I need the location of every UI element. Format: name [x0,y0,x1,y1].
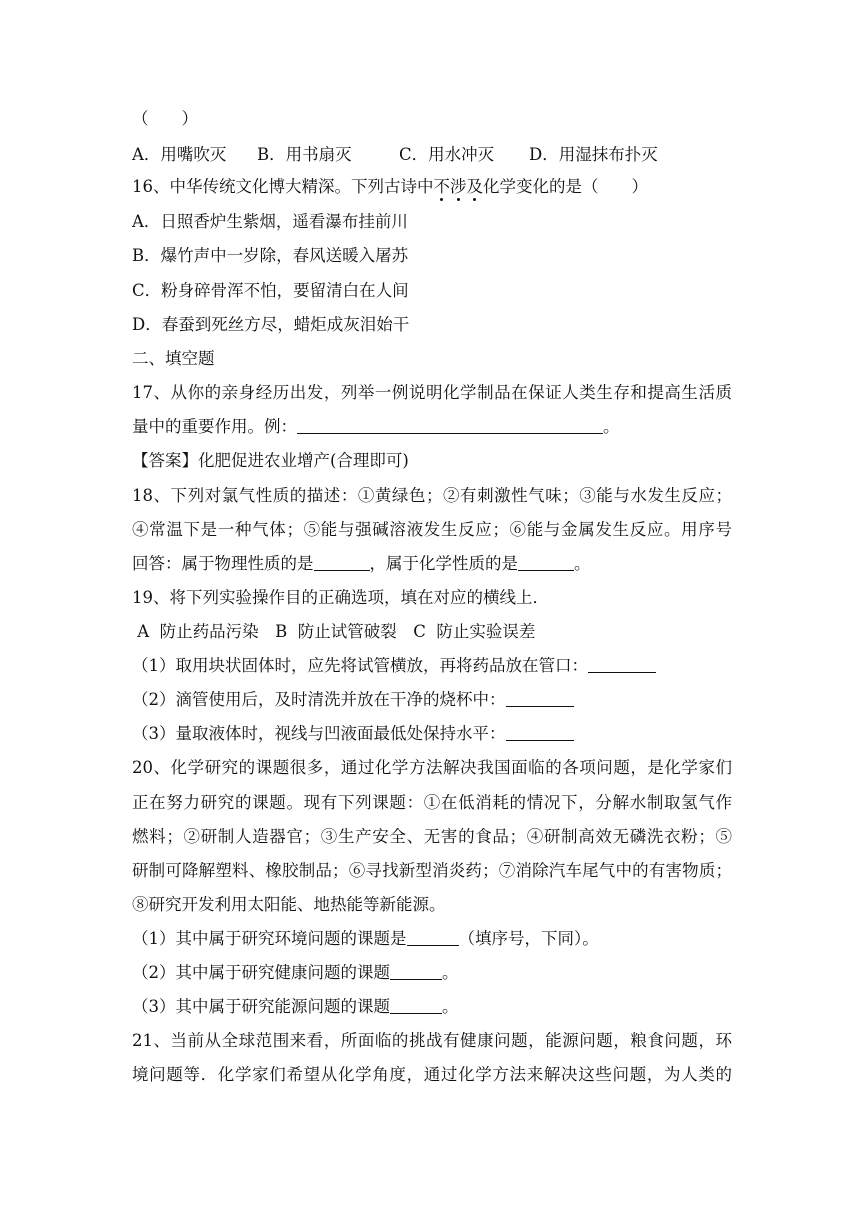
q19-sub-3 [132,723,732,745]
q20-line-3: 燃料；②研制人造器官；③生产安全、无害的食品；④研制高效无磷洗衣粉；⑤ [132,827,732,846]
q20-sub-1 [132,928,732,950]
q20-sub-3 [132,996,732,1018]
q18-line-2: ④常温下是一种气体；⑤能与强碱溶液发生反应；⑥能与金属发生反应。用序号 [132,520,732,539]
emphasis-char: 不 [433,177,450,196]
answer-blank [588,656,656,673]
q19-stem: 19、将下列实验操作目的正确选项，填在对应的横线上． [132,588,549,607]
q20-line-4: 研制可降解塑料、橡胶制品；⑥寻找新型消炎药；⑦消除汽车尾气中的有害物质； [132,861,732,880]
q18-text-b: ，属于化学性质的是 [369,554,518,573]
q17-text: 量中的重要作用。例： [132,417,297,436]
answer-17: 【答案】化肥促进农业增产(合理即可) [132,451,409,470]
q16-stem [132,176,732,198]
q18-text-a: 回答：属于物理性质的是 [132,554,314,573]
q18-line-1: 18、下列对氯气性质的描述：①黄绿色；②有刺激性气味；③能与水发生反应； [132,486,732,505]
q16-option-b: B．爆竹声中一岁除，春风送暖入屠苏 [132,246,409,265]
answer-bracket: （ ） [132,109,198,128]
q19-sub-3-text: （3）量取液体时，视线与凹液面最低处保持水平： [132,724,506,743]
q20-line-5: ⑧研究开发利用太阳能、地热能等新能源。 [132,895,446,914]
q15-option-a: A．用嘴吹灭 [132,145,227,164]
q19-sub-1 [132,655,732,677]
answer-blank [314,554,370,571]
emphasis-char: 涉 [450,177,467,196]
q17-line-1: 17、从你的亲身经历出发，列举一例说明化学制品在保证人类生存和提高生活质 [132,383,732,402]
q20-line-1: 20、化学研究的课题很多，通过化学方法解决我国面临的各项问题，是化学家们 [132,758,732,777]
answer-blank [390,963,442,980]
answer-blank [506,724,574,741]
q20-sub-1-note: （填序号，下同）。 [458,929,599,948]
q20-sub-2-text: （2）其中属于研究健康问题的课题 [132,963,390,982]
answer-blank [407,929,459,946]
q19-options: A 防止药品污染 B 防止试管破裂 C 防止实验误差 [132,622,536,641]
q19-sub-2-text: （2）滴管使用后，及时清洗并放在干净的烧杯中： [132,690,506,709]
q20-sub-2 [132,962,732,984]
q17-end: 。 [603,417,620,436]
q20-sub-1-text: （1）其中属于研究环境问题的课题是 [132,929,407,948]
q16-option-c: C．粉身碎骨浑不怕，要留清白在人间 [132,281,409,300]
q20-sub-3-text: （3）其中属于研究能源问题的课题 [132,997,390,1016]
q21-line-2: 境问题等．化学家们希望从化学角度，通过化学方法来解决这些问题，为人类的 [132,1065,732,1084]
q18-end: 。 [574,554,591,573]
q17-line-2 [132,416,732,438]
q18-line-3 [132,553,732,575]
q20-line-2: 正在努力研究的课题。现有下列课题：①在低消耗的情况下，分解水制取氢气作 [132,793,732,812]
q16-stem-pre: 16、中华传统文化博大精深。下列古诗中 [132,177,434,196]
answer-blank [297,417,603,434]
answer-blank [518,554,574,571]
q20-sub-2-end: 。 [442,963,459,982]
q19-sub-2 [132,689,732,711]
answer-blank [506,690,574,707]
q16-option-a: A．日照香炉生紫烟，遥看瀑布挂前川 [132,212,408,231]
q21-line-1: 21、当前从全球范围来看，所面临的挑战有健康问题，能源问题，粮食问题，环 [132,1031,732,1050]
section-heading: 二、填空题 [132,349,215,368]
q15-option-d: D．用湿抹布扑灭 [529,145,658,164]
q15-bracket [132,108,732,130]
q15-option-c: C．用水冲灭 [399,145,495,164]
q15-options [132,144,732,166]
q15-option-b: B．用书扇灭 [257,145,352,164]
q20-sub-3-end: 。 [442,997,459,1016]
q19-sub-1-text: （1）取用块状固体时，应先将试管横放，再将药品放在管口： [132,656,588,675]
emphasis-char: 及 [466,177,483,196]
q16-option-d: D．春蚕到死丝方尽，蜡炬成灰泪始干 [132,315,410,334]
q16-stem-post: 化学变化的是（ ） [483,177,648,196]
answer-blank [390,997,442,1014]
